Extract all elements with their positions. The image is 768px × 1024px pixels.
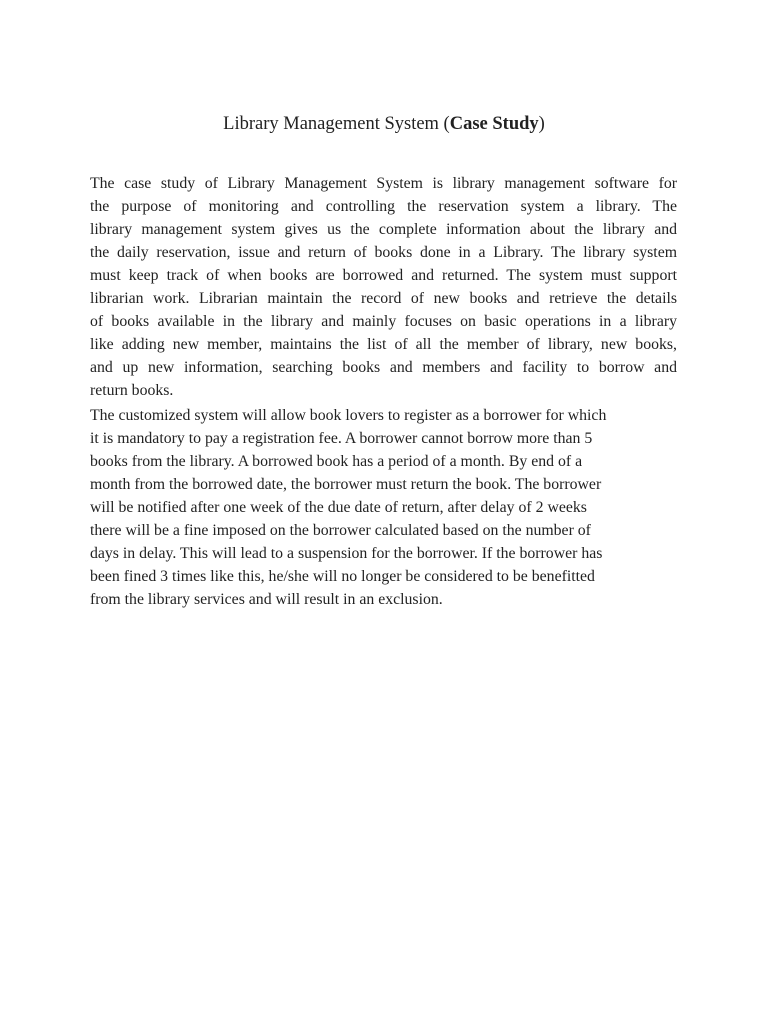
paragraph-2-line: month from the borrowed date, the borrower must return the book. The borrower <box>90 476 602 493</box>
paragraph-1-line: library management system gives us the complete information about the library and <box>90 221 677 238</box>
paragraph-1-line: the daily reservation, issue and return of books done in a Library. The library system <box>90 244 677 261</box>
paragraph-2-line: The customized system will allow book lovers to register as a borrower for which <box>90 407 607 424</box>
paragraph-2-line: been fined 3 times like this, he/she will no longer be considered to be benefitted <box>90 568 595 585</box>
paragraph-1-line: return books. <box>90 382 174 399</box>
paragraph-1-line: of books available in the library and mainly focuses on basic operations in a library <box>90 313 677 330</box>
paragraph-2-line: will be notified after one week of the due date of return, after delay of 2 weeks <box>90 499 587 516</box>
paragraph-1-line: the purpose of monitoring and controlling the reservation system a library. The <box>90 198 677 215</box>
paragraph-2 <box>90 404 677 611</box>
paragraph-1-line: The case study of Library Management System is library management software for <box>90 175 677 192</box>
paragraph-1-line: librarian work. Librarian maintain the record of new books and retrieve the details <box>90 290 677 307</box>
paragraph-2-line: books from the library. A borrowed book has a period of a month. By end of a <box>90 453 583 470</box>
paragraph-2-line: it is mandatory to pay a registration fee. A borrower cannot borrow more than 5 <box>90 430 593 447</box>
paragraph-1-line: and up new information, searching books and members and facility to borrow and <box>90 359 677 376</box>
paragraph-1-line: like adding new member, maintains the list of all the member of library, new books, <box>90 336 677 353</box>
paragraph-2-line: there will be a fine imposed on the borrower calculated based on the number of <box>90 522 591 539</box>
paragraph-2-line: from the library services and will result in an exclusion. <box>90 591 443 608</box>
paragraph-1-line: must keep track of when books are borrowed and returned. The system must support <box>90 267 677 284</box>
paragraph-1 <box>90 172 677 402</box>
paragraph-2-line: days in delay. This will lead to a suspension for the borrower. If the borrower has <box>90 545 603 562</box>
title-prefix: Library Management System ( <box>223 114 450 134</box>
title-bold-text: Case Study <box>449 114 539 134</box>
title-suffix: ) <box>538 114 545 134</box>
document-title <box>0 112 768 136</box>
